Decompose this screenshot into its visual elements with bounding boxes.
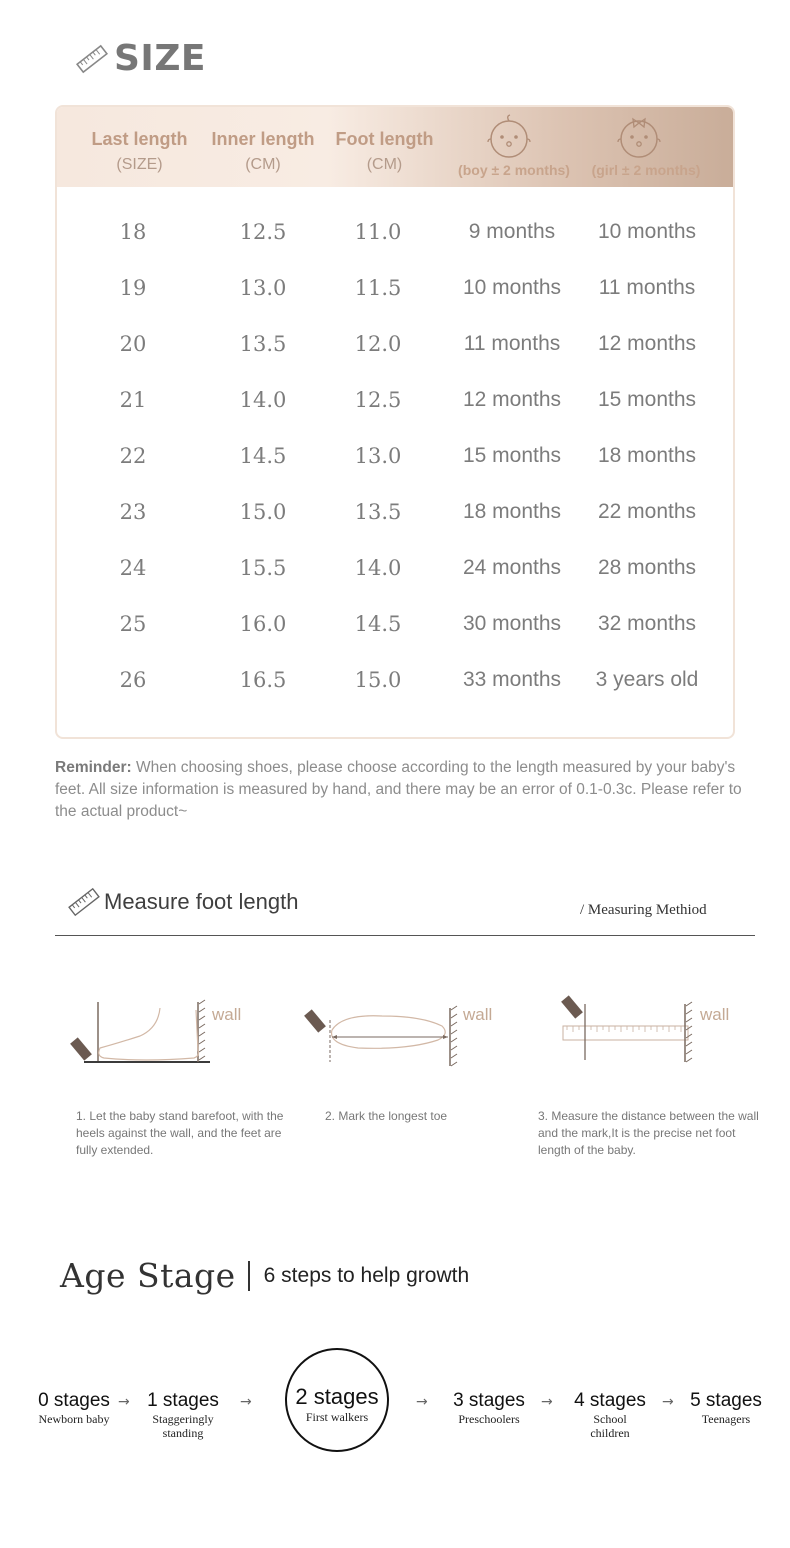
stage-5 [682, 1390, 770, 1426]
cell-foot: 12.5 [354, 388, 402, 412]
table-row [57, 220, 733, 276]
ruler-icon [68, 886, 100, 918]
cell-foot: 12.0 [354, 332, 402, 356]
step3-text: 3. Measure the distance between the wall and the mark,It is the precise net foot length of the baby. [538, 1109, 759, 1157]
measure-title: Measure foot length [104, 889, 299, 914]
header-girl-age: (girl ± 2 months) [591, 162, 701, 178]
arrow-icon: → [240, 1394, 252, 1410]
size-table [55, 105, 735, 739]
cell-size: 26 [119, 668, 147, 692]
cell-size: 18 [119, 220, 147, 244]
cell-boy: 10 months [462, 276, 562, 299]
step2-text: 2. Mark the longest toe [325, 1109, 448, 1123]
cell-foot: 13.5 [354, 500, 402, 524]
table-row [57, 276, 733, 332]
cell-size: 25 [119, 612, 147, 636]
cell-size: 21 [119, 388, 147, 412]
wall-label: wall [212, 1005, 242, 1024]
title-separator [248, 1261, 250, 1291]
arrow-icon: → [662, 1394, 674, 1410]
cell-foot: 15.0 [354, 668, 402, 692]
size-title [76, 38, 206, 79]
table-row [57, 444, 733, 500]
header-inner-length: Inner length (CM) [211, 129, 315, 173]
cell-inner: 14.5 [239, 444, 287, 468]
stage-name: 3 stages [453, 1390, 525, 1411]
cell-girl: 11 months [598, 276, 696, 299]
cell-size: 23 [119, 500, 147, 524]
size-heading: SIZE [114, 38, 207, 79]
baby-girl-icon [615, 113, 663, 159]
cell-girl: 10 months [597, 220, 697, 243]
wall-label: wall [700, 1005, 730, 1024]
step1-text: 1. Let the baby stand barefoot, with the heels against the wall, and the feet are fully extended. [76, 1109, 284, 1157]
stage-name: 4 stages [574, 1390, 646, 1411]
cell-boy: 9 months [468, 220, 556, 243]
table-row [57, 332, 733, 388]
cell-girl: 18 months [597, 444, 697, 467]
reminder-label: Reminder: [55, 759, 132, 776]
stage-desc: First walkers [305, 1410, 369, 1424]
cell-boy: 12 months [462, 388, 562, 411]
stage-4 [565, 1390, 655, 1440]
divider [55, 935, 755, 936]
stage-2 [287, 1384, 387, 1424]
table-header [57, 107, 733, 187]
cell-size: 20 [119, 332, 147, 356]
stage-0 [28, 1390, 120, 1426]
cell-boy: 30 months [462, 612, 562, 635]
cell-foot: 13.0 [354, 444, 402, 468]
cell-boy: 15 months [462, 444, 562, 467]
cell-boy: 24 months [462, 556, 562, 579]
cell-foot: 14.0 [354, 556, 402, 580]
stage-desc: Preschoolers [458, 1412, 520, 1426]
cell-size: 19 [119, 276, 147, 300]
cell-foot: 11.5 [354, 276, 402, 300]
step1-illustration [70, 990, 220, 1070]
cell-inner: 15.5 [239, 556, 287, 580]
arrow-icon: → [118, 1394, 130, 1410]
arrow-icon: → [416, 1394, 428, 1410]
stage-desc: Staggeringly standing [152, 1412, 214, 1440]
age-stage-subtitle: 6 steps to help growth [263, 1263, 470, 1287]
baby-boy-icon [485, 113, 533, 159]
reminder-text: When choosing shoes, please choose according to the length measured by your baby's feet. All size information is measured by hand, and there may be an error of 0.1-0.3c. Please refer to the actual product~ [55, 759, 742, 820]
cell-girl: 3 years old [595, 668, 699, 691]
cell-girl: 32 months [597, 612, 697, 635]
cell-boy: 18 months [462, 500, 562, 523]
cell-inner: 12.5 [239, 220, 287, 244]
stage-desc: School children [590, 1412, 630, 1440]
cell-boy: 33 months [462, 668, 562, 691]
cell-inner: 16.0 [239, 612, 287, 636]
age-stage-heading [60, 1256, 469, 1295]
cell-inner: 15.0 [239, 500, 287, 524]
cell-size: 24 [119, 556, 147, 580]
table-row [57, 388, 733, 444]
measure-subtitle: / Measuring Methiod [580, 902, 707, 918]
table-row [57, 500, 733, 556]
stage-name: 1 stages [147, 1390, 219, 1411]
header-boy-age: (boy ± 2 months) [458, 162, 570, 178]
cell-girl: 28 months [597, 556, 697, 579]
arrow-icon: → [541, 1394, 553, 1410]
cell-size: 22 [119, 444, 147, 468]
stage-name: 0 stages [38, 1390, 110, 1411]
stage-desc: Teenagers [701, 1412, 751, 1426]
cell-girl: 15 months [597, 388, 697, 411]
table-row [57, 612, 733, 668]
cell-girl: 22 months [597, 500, 697, 523]
stage-name: 5 stages [690, 1390, 762, 1411]
stage-1 [138, 1390, 228, 1440]
table-row [57, 668, 733, 724]
measure-heading [68, 886, 298, 918]
cell-inner: 16.5 [239, 668, 287, 692]
ruler-icon [76, 43, 108, 75]
step2-illustration [300, 990, 465, 1070]
stage-name: 2 stages [295, 1384, 379, 1409]
cell-foot: 11.0 [354, 220, 402, 244]
cell-boy: 11 months [463, 332, 561, 355]
stage-3 [444, 1390, 534, 1426]
cell-foot: 14.5 [354, 612, 402, 636]
reminder-note [55, 757, 745, 823]
header-last-length: Last length (SIZE) [91, 129, 188, 173]
table-row [57, 556, 733, 612]
wall-label: wall [463, 1005, 493, 1024]
step3-illustration [555, 990, 700, 1070]
cell-inner: 13.5 [239, 332, 287, 356]
stage-desc: Newborn baby [38, 1412, 110, 1426]
cell-inner: 13.0 [239, 276, 287, 300]
cell-girl: 12 months [597, 332, 697, 355]
header-foot-length: Foot length (CM) [335, 129, 434, 173]
age-stage-title: Age Stage [60, 1256, 236, 1295]
cell-inner: 14.0 [239, 388, 287, 412]
